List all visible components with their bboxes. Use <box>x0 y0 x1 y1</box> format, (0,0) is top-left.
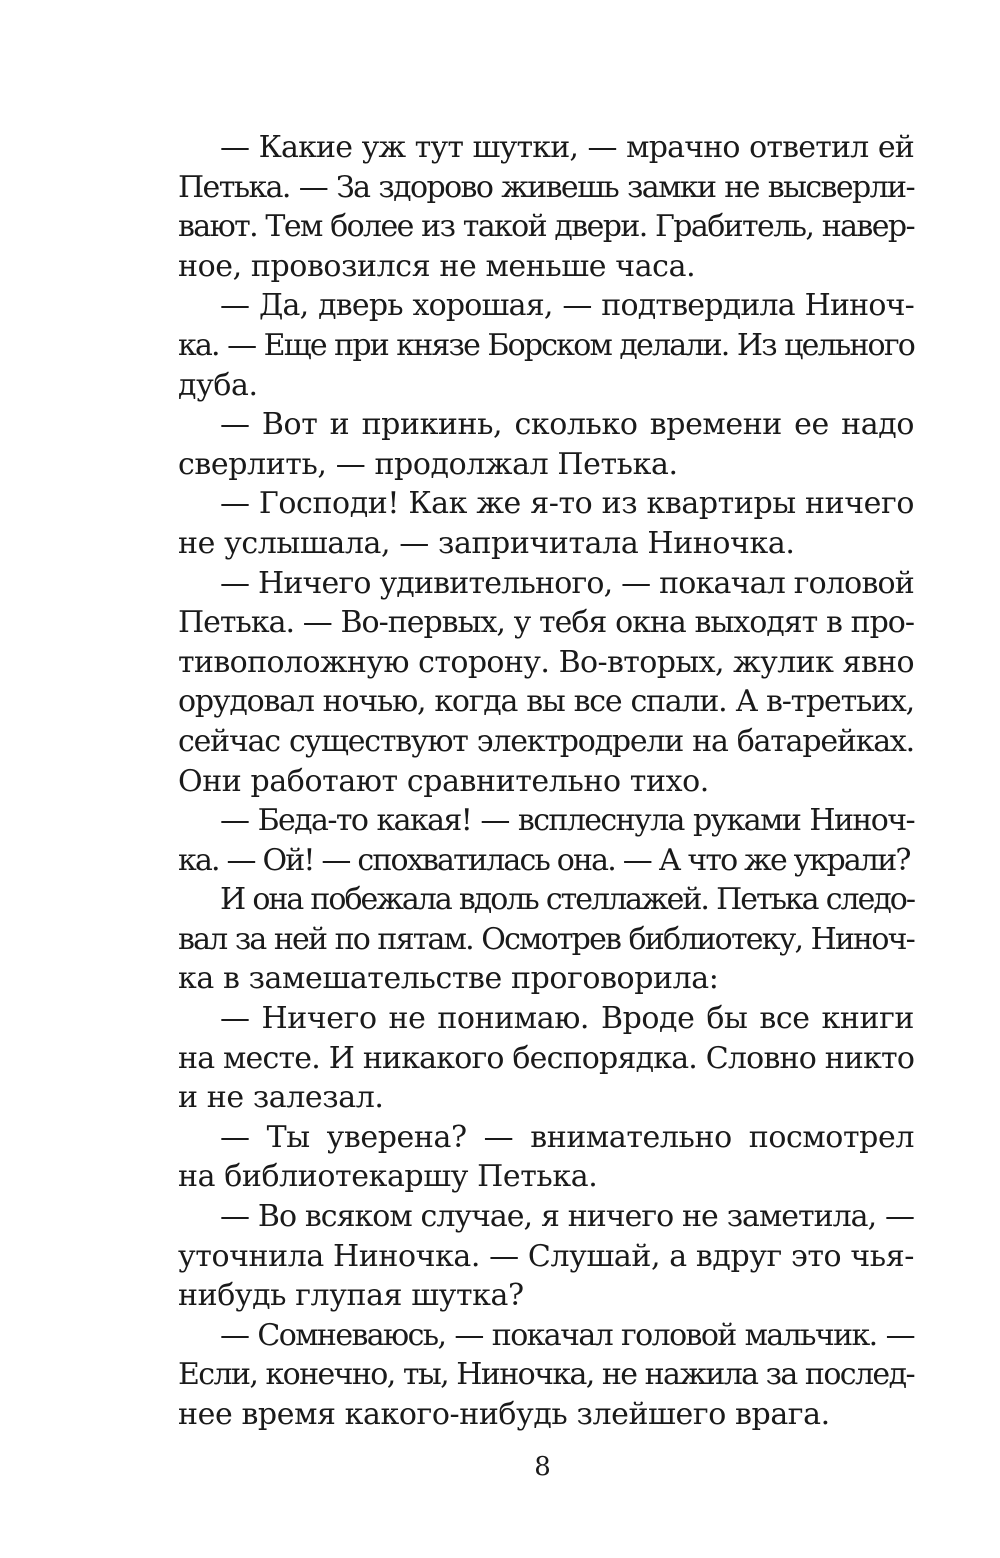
text-line: дуба. <box>178 367 258 403</box>
text-line: вают. Тем более из такой двери. Грабитель, навер- <box>178 209 914 245</box>
text-line: ка. — Ой! — спохватилась она. — А что же украли? <box>178 842 910 878</box>
text-line: — Господи! Как же я-то из квартиры ничего <box>220 486 914 522</box>
text-line: Если, конечно, ты, Ниночка, не нажила за послед- <box>178 1357 914 1393</box>
text-line: — Ты уверена? — внимательно посмотрел <box>220 1119 914 1155</box>
text-line: Петька. — Во-первых, у тебя окна выходят в про- <box>178 605 914 641</box>
text-line: Они работают сравнительно тихо. <box>178 763 709 799</box>
text-line: не услышала, — запричитала Ниночка. <box>178 525 795 561</box>
text-line: — Вот и прикинь, сколько времени ее надо <box>220 407 914 443</box>
text-line: сейчас существуют электродрели на батарейках. <box>178 723 914 759</box>
text-line: — Да, дверь хорошая, — подтвердила Ниноч- <box>220 288 914 324</box>
text-line: нее время какого-нибудь злейшего врага. <box>178 1397 830 1432</box>
text-line: Петька. — За здорово живешь замки не высверли- <box>178 169 914 205</box>
page-number: 8 <box>534 1452 551 1482</box>
text-line: на библиотекаршу Петька. <box>178 1159 598 1195</box>
text-line: сверлить, — продолжал Петька. <box>178 446 678 482</box>
text-line: орудовал ночью, когда вы все спали. А в-третьих, <box>178 684 914 720</box>
text-line: на месте. И никакого беспорядка. Словно никто <box>178 1040 915 1076</box>
text-line: ка в замешательстве проговорила: <box>178 961 719 997</box>
text-line: тивоположную сторону. Во-вторых, жулик явно <box>178 644 914 680</box>
text-line: ка. — Еще при князе Борском делали. Из цельного <box>178 327 914 363</box>
body-text <box>178 128 914 1435</box>
text-line: уточнила Ниночка. — Слушай, а вдруг это чья- <box>178 1238 914 1274</box>
text-line: и не залезал. <box>178 1080 384 1116</box>
text-line: — Беда-то какая! — всплеснула руками Ниноч- <box>220 803 914 839</box>
text-line: — Сомневаюсь, — покачал головой мальчик. — <box>220 1317 914 1353</box>
text-line: вал за ней по пятам. Осмотрев библиотеку, Ниноч- <box>178 921 914 957</box>
text-line: — Ничего не понимаю. Вроде бы все книги <box>220 1001 914 1037</box>
text-line: ное, провозился не меньше часа. <box>178 248 696 284</box>
text-line: нибудь глупая шутка? <box>178 1278 524 1314</box>
text-line: И она побежала вдоль стеллажей. Петька следо- <box>220 882 914 918</box>
text-line: — Ничего удивительного, — покачал головой <box>220 565 914 601</box>
text-line: — Какие уж тут шутки, — мрачно ответил ей <box>220 130 914 165</box>
text-line: — Во всяком случае, я ничего не заметила, — <box>220 1199 914 1235</box>
